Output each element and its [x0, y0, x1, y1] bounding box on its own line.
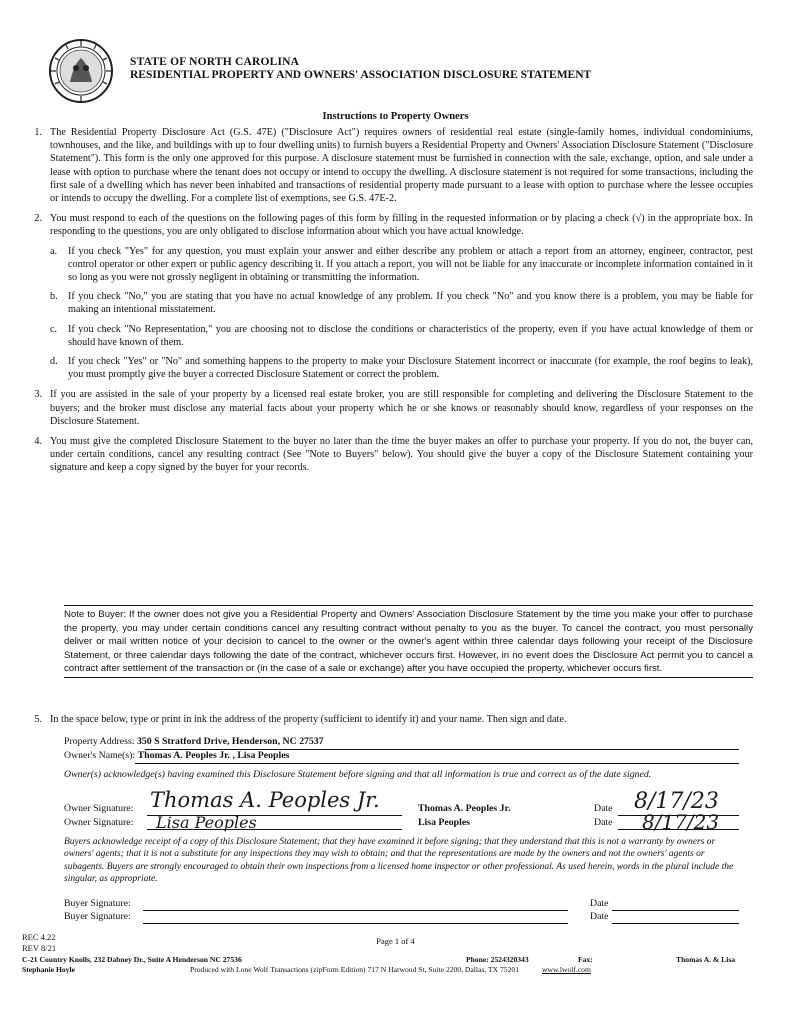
property-address-row — [64, 736, 324, 747]
buyer-date-label-2: Date — [590, 911, 609, 922]
owners-line — [135, 763, 739, 764]
owners-name-row — [64, 750, 289, 761]
property-address-value[interactable]: 350 S Stratford Drive, Henderson, NC 27537 — [136, 736, 324, 747]
item-text: You must give the completed Disclosure Statement to the buyer no later than the time the buyer makes an offer to purchase your property. If you do not, the buyer can, under certain conditions, cancel any resulting contract (See "Note to Buyers" below). You should give the buyer a copy of the Disclosure Statement containing your signature and keep a copy signed by the buyer for your records. — [50, 436, 753, 474]
phone: Phone: 2524320343 — [466, 955, 529, 964]
owner-signature-2[interactable]: Lisa Peoples — [156, 813, 257, 832]
owner-signature-label-1: Owner Signature: — [64, 803, 134, 814]
revision-code: REV 8/21 — [22, 943, 57, 953]
owner-printed-name-2: Lisa Peoples — [418, 817, 470, 828]
property-address-label: Property Address: — [64, 736, 135, 747]
item-number: 3. — [34, 389, 42, 401]
item-text: In the space below, type or print in ink the address of the property (sufficient to identify it) and your name. Then sign and date. — [50, 714, 567, 725]
owner-printed-name-1: Thomas A. Peoples Jr. — [418, 803, 511, 814]
state-seal-logo — [48, 38, 114, 104]
item-text: If you are assisted in the sale of your property by a licensed real estate broker, you are still responsible for completing and delivering the Disclosure Statement to the buyers; and the broker must disclose any material facts about your property which he or she knows or reasonably should know, regardless of your responses on the Disclosure Statement. — [50, 389, 753, 427]
subitem-text: If you check "Yes" or "No" and something happens to the property to make your Disclosure Statement incorrect or inaccurate (for example, the roof begins to leak), you must promptly give the buyer a corrected Disclosure Statement or correct the problem. — [68, 356, 753, 381]
owner-date-1[interactable]: 8/17/23 — [634, 789, 719, 814]
buyer-date-line-1[interactable] — [612, 910, 739, 911]
subitem-c — [50, 323, 753, 349]
subitem-letter: c. — [50, 323, 58, 335]
website-link[interactable]: www.lwolf.com — [542, 965, 591, 974]
instructions-title: Instructions to Property Owners — [322, 111, 469, 122]
instruction-item-4 — [22, 435, 753, 475]
subitem-b — [50, 290, 753, 316]
date-label-1: Date — [594, 803, 613, 814]
state-title: STATE OF NORTH CAROLINA — [130, 56, 300, 68]
page-number: Page 1 of 4 — [376, 936, 415, 946]
buyer-signature-line-1[interactable] — [143, 910, 568, 911]
subitem-a — [50, 245, 753, 285]
instruction-item-1 — [22, 126, 753, 205]
item-number: 4. — [34, 436, 42, 448]
subitem-letter: d. — [50, 356, 58, 368]
owner-signature-label-2: Owner Signature: — [64, 817, 134, 828]
item-number: 5. — [34, 714, 42, 725]
item-text: You must respond to each of the questions on the following pages of this form by filling in the requested information or by placing a check (√) in the appropriate box. In responding to the questions, you are only obligated to disclose information about which you have actual knowledge. — [50, 213, 753, 238]
item-number: 1. — [34, 127, 42, 138]
instructions-body — [22, 126, 753, 482]
instruction-item-5 — [22, 714, 753, 725]
owner-date-2[interactable]: 8/17/23 — [642, 810, 720, 834]
document-header — [130, 56, 591, 81]
buyer-signature-label-1: Buyer Signature: — [64, 898, 131, 909]
owner-signature-1[interactable]: Thomas A. Peoples Jr. — [150, 788, 380, 812]
buyer-signature-label-2: Buyer Signature: — [64, 911, 131, 922]
buyer-acknowledgement: Buyers acknowledge receipt of a copy of this Disclosure Statement; that they have examined it before signing; that they understand that this is not a warranty by owners or owners' agents; that it is not a substitute for any inspections they may wish to obtain; and that the representations are made by the owners and not the owners' agents or subagents. Buyers are strongly encouraged to obtain their own inspections from a licensed home inspector or other professional. As used herein, words in the plural include the singular, as appropriate. — [64, 837, 734, 885]
date-label-2: Date — [594, 817, 613, 828]
agent-name: Stephanie Hoyle — [22, 965, 75, 974]
buyer-date-line-2[interactable] — [612, 923, 739, 924]
produced-with: Produced with Lone Wolf Transactions (zipForm Edition) 717 N Harwood St, Suite 2200, Dallas, TX 75201 — [190, 965, 519, 974]
item-number: 2. — [34, 213, 42, 225]
buyer-signature-line-2[interactable] — [143, 923, 568, 924]
instruction-item-3 — [22, 388, 753, 428]
subitem-text: If you check "No Representation," you are choosing not to disclose the conditions or characteristics of the property, even if you have actual knowledge of them or should have known of them. — [68, 323, 753, 348]
item-text: The Residential Property Disclosure Act (G.S. 47E) ("Disclosure Act") requires owners of residential real estate (single-family homes, individual condominiums, townhouses, and the like, and buildings with up to four dwelling units) to furnish buyers a Residential Property and Owners' Association Disclosure Statement ("Disclosure Statement"). This form is the only one approved for this purpose. A disclosure statement must be furnished in connection with the sale, exchange, option, and sale under a lease with option to purchase where the tenant does not occupy or intend to occupy the dwelling. A disclosure statement is not required for some transactions, including the first sale of a dwelling which has never been inhabited and transactions of residential property made pursuant to a lease with option to purchase where the lessee occupies or intends to occupy the dwelling. For a complete list of exemptions, see G.S. 47E-2. — [50, 127, 753, 205]
instruction-item-2 — [22, 212, 753, 381]
owners-name-value[interactable]: Thomas A. Peoples Jr. , Lisa Peoples — [137, 750, 290, 761]
subitem-letter: b. — [50, 291, 58, 303]
buyer-date-label-1: Date — [590, 898, 609, 909]
subitem-text: If you check "Yes" for any question, you must explain your answer and either describe any problem or attach a report from an attorney, engineer, contractor, pest control operator or other expert or public agency describing it. If you attach a report, you will not be liable for any inaccurate or incomplete information contained in it so long as you were not grossly negligent in obtaining or transmitting the information. — [68, 245, 753, 284]
subitem-letter: a. — [50, 245, 58, 257]
client-name: Thomas A. & Lisa — [676, 955, 736, 964]
subitem-d — [50, 355, 753, 381]
note-to-buyer: Note to Buyer: If the owner does not give you a Residential Property and Owners' Association Disclosure Statement by the time you make your offer to purchase the property, you may under certain conditions cancel any resulting contract without penalty to you as the buyer. To cancel the contract, you must personally deliver or mail written notice of your decision to cancel to the owner or the owner's agent within three calendar days following your receipt of the Disclosure Statement, or three calendar days following the date of the contract, whichever occurs first. However, in no event does the Disclosure Act permit you to cancel a contract after settlement of the transaction or (in the case of a sale or exchange) after you have occupied the property, whichever occurs first. — [64, 605, 753, 678]
fax: Fax: — [578, 955, 593, 964]
form-title: RESIDENTIAL PROPERTY AND OWNERS' ASSOCIATION DISCLOSURE STATEMENT — [130, 69, 592, 81]
owner-acknowledgement: Owner(s) acknowledge(s) having examined this Disclosure Statement before signing and that all information is true and correct as of the date signed. — [64, 769, 652, 780]
form-code: REC 4.22 — [22, 932, 56, 942]
brokerage-info: C-21 Country Knolls, 232 Dabney Dr., Suite A Henderson NC 27536 — [22, 955, 242, 964]
owners-name-label: Owner's Name(s): — [64, 750, 136, 761]
subitem-text: If you check "No," you are stating that you have no actual knowledge of any problem. If you check "No" and you know there is a problem, you may be liable for making an intentional misstatement. — [68, 291, 753, 316]
